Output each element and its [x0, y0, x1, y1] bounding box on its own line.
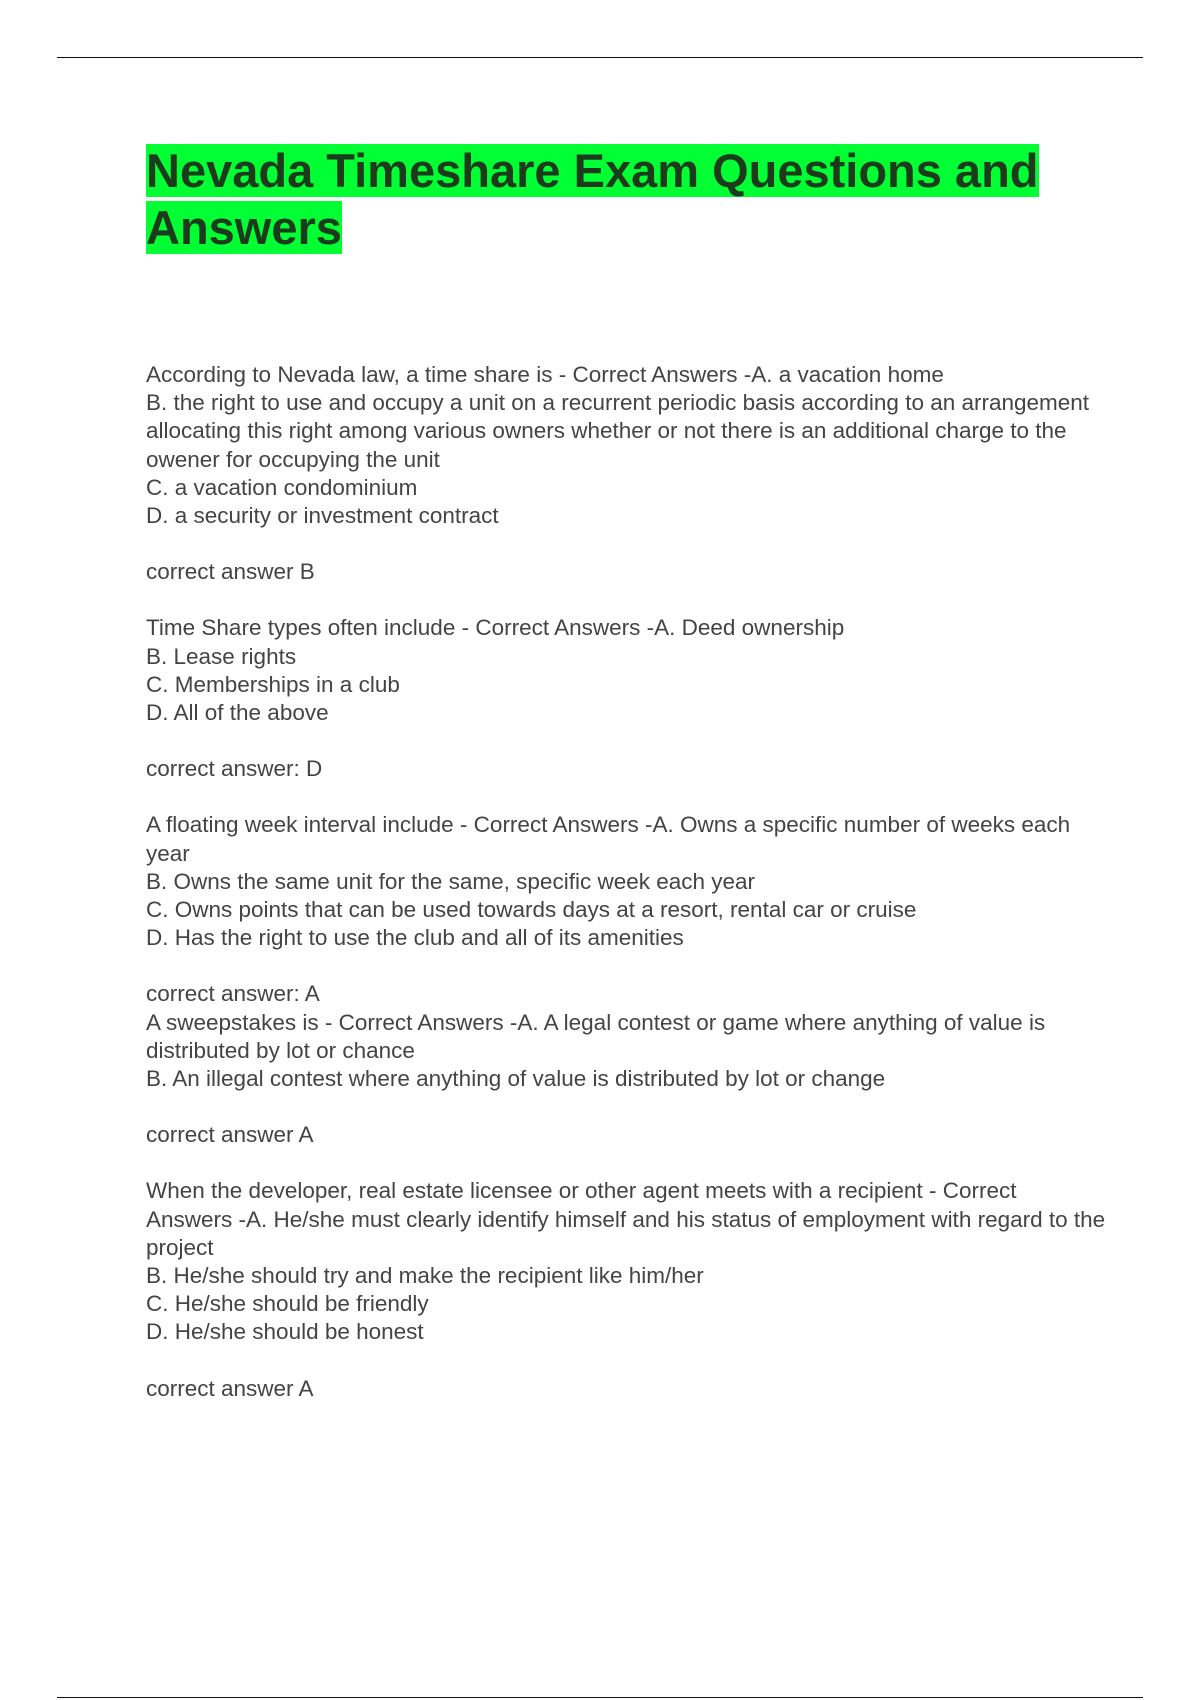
- correct-answer: correct answer: D: [146, 756, 323, 782]
- qa-list: [146, 361, 1106, 1403]
- title-highlight: Nevada Timeshare Exam Questions and Answers: [146, 144, 1039, 254]
- option-c: C. Owns points that can be used towards days at a resort, rental car or cruise: [146, 897, 917, 923]
- option-b: B. Lease rights: [146, 643, 297, 669]
- option-d: D. a security or investment contract: [146, 503, 499, 529]
- option-c: C. a vacation condominium: [146, 474, 418, 500]
- question-block-3: [146, 811, 1106, 1008]
- option-b: B. the right to use and occupy a unit on a recurrent periodic basis according to an arrangement allocating this right among various owners whether or not there is an additional charge to the owener for occupying the unit: [146, 390, 1090, 472]
- question-text: When the developer, real estate licensee or other agent meets with a recipient - Correct Answers -A. He/she must clearly identify himself and his status of employment with regard to the project: [146, 1178, 1106, 1260]
- option-d: D. All of the above: [146, 700, 329, 726]
- document-body: [146, 142, 1106, 1431]
- question-block-5: [146, 1177, 1106, 1402]
- option-b: B. Owns the same unit for the same, specific week each year: [146, 868, 756, 894]
- question-text: Time Share types often include - Correct Answers -A. Deed ownership: [146, 615, 845, 641]
- correct-answer: correct answer A: [146, 1122, 314, 1148]
- question-text: A floating week interval include - Correct Answers -A. Owns a specific number of weeks each year: [146, 812, 1071, 866]
- option-b: B. He/she should try and make the recipient like him/her: [146, 1263, 704, 1289]
- question-text: A sweepstakes is - Correct Answers -A. A legal contest or game where anything of value is distributed by lot or chance: [146, 1009, 1046, 1063]
- question-block-4: [146, 1009, 1106, 1150]
- top-rule: [57, 57, 1143, 58]
- document-title: [146, 142, 1106, 256]
- option-c: C. Memberships in a club: [146, 671, 400, 697]
- option-d: D. Has the right to use the club and all of its amenities: [146, 925, 684, 951]
- option-d: D. He/she should be honest: [146, 1319, 424, 1345]
- question-text: According to Nevada law, a time share is - Correct Answers -A. a vacation home: [146, 362, 944, 387]
- question-block-1: [146, 361, 1106, 586]
- correct-answer: correct answer A: [146, 1375, 314, 1401]
- bottom-rule: [57, 1697, 1143, 1698]
- option-c: C. He/she should be friendly: [146, 1291, 429, 1317]
- correct-answer: correct answer: A: [146, 981, 320, 1007]
- option-b: B. An illegal contest where anything of value is distributed by lot or change: [146, 1066, 886, 1092]
- correct-answer: correct answer B: [146, 559, 315, 585]
- question-block-2: [146, 614, 1106, 783]
